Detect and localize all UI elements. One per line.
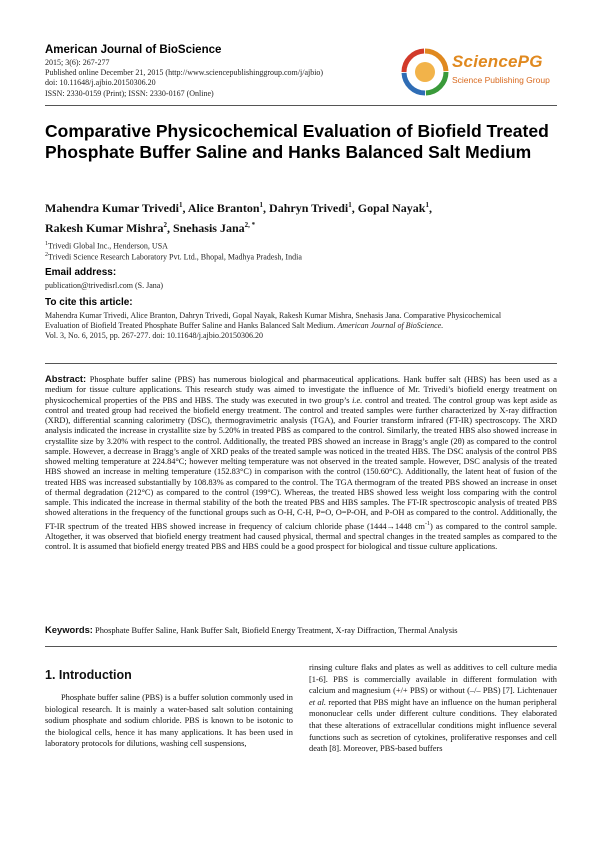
- article-title: Comparative Physicochemical Evaluation of Biofield Treated Phosphate Buffer Saline and Hanks Balanced Salt Medium: [45, 121, 549, 162]
- abstract-top-divider: [45, 363, 557, 364]
- header-divider: [45, 105, 557, 106]
- abstract-label: Abstract:: [45, 373, 87, 384]
- section-heading-introduction: 1. Introduction: [45, 668, 132, 682]
- journal-name: American Journal of BioScience: [45, 44, 222, 56]
- email-address[interactable]: publication@trivedisrl.com (S. Jana): [45, 281, 164, 290]
- author-sup: 1: [259, 201, 264, 209]
- author-sup: 1: [179, 201, 183, 209]
- author-list: [45, 197, 560, 237]
- affiliation-1: $^1$Trivedi Global Inc., Henderson, USA: [45, 241, 168, 251]
- affiliation-2: $^2$Trivedi Science Research Laboratory Pvt. Ltd., Bhopal, Madhya Pradesh, India: [45, 252, 302, 262]
- author-name: Gopal Nayak: [357, 201, 426, 215]
- keywords: [45, 624, 557, 636]
- sciencepg-emblem-icon: [400, 47, 450, 97]
- keywords-bottom-divider: [45, 646, 557, 647]
- author-name: Dahryn Trivedi: [269, 201, 349, 215]
- cite-line-3: Vol. 3, No. 6, 2015, pp. 267-277. doi: 10.11648/j.ajbio.20150306.20: [45, 331, 263, 341]
- logo-subtitle: Science Publishing Group: [452, 75, 550, 85]
- sciencepg-logo: [400, 46, 560, 98]
- intro-column-left: Phosphate buffer saline (PBS) is a buffer solution commonly used in biological research. It is mainly a water-based salt solution containing sodium phosphate and sodium chloride. PBS is known to be isotonic to the biological cells, hence it has many applications. It has been used in laboratory protocols for dilutions, washing cell suspensions,: [45, 693, 293, 749]
- author-sup: 1: [348, 201, 352, 209]
- author-name: Alice Branton: [187, 201, 260, 215]
- cite-line-2: Evaluation of Biofield Treated Phosphate Buffer Saline and Hanks Balanced Salt Medium. American Journal of BioScience.: [45, 321, 444, 331]
- author-name: Rakesh Kumar Mishra: [45, 221, 164, 235]
- doi-line: doi: 10.11648/j.ajbio.20150306.20: [45, 78, 156, 88]
- issue-line: 2015; 3(6): 267-277: [45, 58, 110, 67]
- emblem-core: [415, 62, 435, 82]
- email-heading: Email address:: [45, 267, 117, 278]
- cite-line-1: Mahendra Kumar Trivedi, Alice Branton, Dahryn Trivedi, Gopal Nayak, Rakesh Kumar Mishra, Snehasis Jana. Comparative Physicochemical: [45, 311, 502, 320]
- author-name: Mahendra Kumar Trivedi: [45, 201, 180, 215]
- author-sup: 2: [163, 221, 167, 229]
- intro-column-right: rinsing culture flaks and plates as well as additives to cell culture media [1-6]. PBS is commercially available in different formulation with calcium and magnesium (+/+ PBS) or without (–/– PBS) [7]. Lichtenauer et al. reported that PBS might have an influence on the human peripheral mononuclear cells under different culture conditions. They elaborated that these alterations of extracellular conditions might influence several functions such as secretion of cytokines, proliferative responses and cell death [8]. Moreover, PBS-based buffers: [309, 663, 558, 754]
- cite-heading: To cite this article:: [45, 297, 133, 308]
- abstract: Abstract: Phosphate buffer saline (PBS) has numerous biological and pharmaceutical applications. Hank buffer salt (HBS) has been used as a medium for tissue culture applications. This research study was aimed to investigate the influence of Mr. Trivedi’s biofield energy treatment on physicochemical properties of the PBS and HBS. The study was executed in two group’s i.e. control and treated. The control group was kept aside as control and treated group had received the biofield energy treatment. The control and treated samples were further characterized by X-ray diffraction (XRD), differential scanning calorimetry (DSC), thermogravimetric analysis (TGA), and Fourier transform infrared (FT-IR) spectroscopy. The XRD analysis indicated the increase in crystallite size by 5.20% in treated PBS as compared to the control. Similarly, the treated HBS also showed increase in crystallite size by 3.20% with respect to the control. Additionally, the treated PBS showed an increase in Bragg’s angle (2θ) as compared to the control sample. However, a decrease in Bragg’s angle of XRD peaks of the treated sample was noticed in the treated HBS. The DSC analysis of the control PBS showed melting temperature at 224.84°C; however melting temperature was not observed in the treated sample. However, DSC analysis of the treated HBS showed an increase in melting temperature (152.83°C) in comparison with the control (150.60°C). Additionally, the latent heat of fusion of the treated HBS was increased substantially by 108.83% as compared to the control. The TGA thermogram of the treated PBS showed an increase in onset of thermal degradation (212°C) as compared to the control (199°C). Whereas, the treated HBS showed less weight loss comparing with the control sample. This indicated the increase in thermal stability of the both the treated PBS and HBS samples. The FT-IR spectroscopic analysis of treated PBS showed alterations in the frequency of the functional groups such as O-H, C-H, P=O, O=P-OH, and P-OH as compared to the control. Additionally, the FT-IR spectrum of the treated HBS showed increase in frequency of calcium chloride phase (1444→1448 $cm^{-1}$) as compared to the control sample. Altogether, it was observed that biofield energy treatment had caused physical, thermal and spectral changes in the treated samples as compared to the control. It is assumed that biofield energy treated PBS and HBS could be a good prospect for biological and tissue culture applications.: [45, 373, 558, 551]
- logo-name: SciencePG: [452, 52, 543, 71]
- author-sup: 1: [425, 201, 429, 209]
- keywords-label: Keywords:: [45, 624, 93, 635]
- citation: [45, 311, 555, 342]
- author-name: Snehasis Jana: [172, 221, 245, 235]
- keywords-text: Phosphate Buffer Saline, Hank Buffer Salt, Biofield Energy Treatment, X-ray Diffraction, Thermal Analysis: [95, 626, 458, 635]
- issn-line: ISSN: 2330-0159 (Print); ISSN: 2330-0167 (Online): [45, 88, 214, 98]
- published-line: Published online December 21, 2015 (http://www.sciencepublishinggroup.com/j/ajbio): [45, 68, 324, 78]
- author-line-2: Rakesh Kumar Mishra$^2$, Snehasis Jana$^{2, *}$: [45, 221, 256, 235]
- author-line-1: Mahendra Kumar Trivedi$^1$, Alice Branton$^1$, Dahryn Trivedi$^1$, Gopal Nayak$^1$,: [45, 201, 432, 215]
- author-sup: 2, *: [244, 221, 256, 229]
- cite-journal: American Journal of BioScience.: [337, 321, 444, 331]
